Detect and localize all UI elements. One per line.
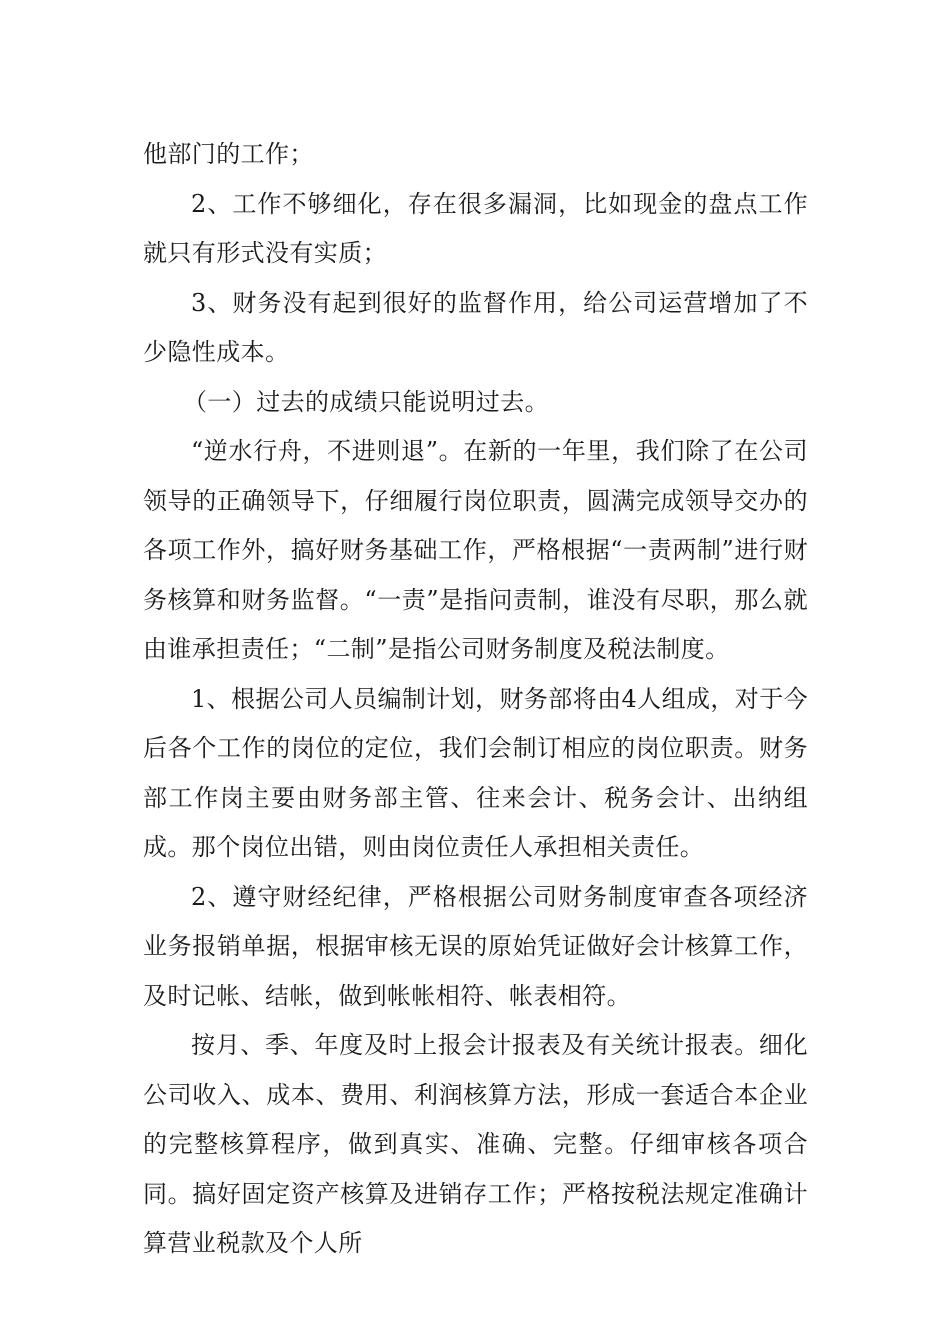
document-body xyxy=(143,130,808,1269)
paragraph-item-3: 3、财务没有起到很好的监督作用，给公司运营增加了不少隐性成本。 xyxy=(143,288,808,366)
paragraph-intro: “逆水行舟，不进则退”。在新的一年里，我们除了在公司领导的正确领导下，仔细履行岗位职责，圆满完成领导交办的各项工作外，搞好财务基础工作，严格根据“一责两制”进行财务核算和财务监督。“一责”是指问责制，谁没有尽职，那么就由谁承担责任；“二制”是指公司财务制度及税法制度。 xyxy=(143,437,808,663)
paragraph-continuation: 他部门的工作； xyxy=(143,140,314,168)
paragraph-item-2: 2、工作不够细化，存在很多漏洞，比如现金的盘点工作就只有形式没有实质； xyxy=(143,189,808,267)
paragraph-reporting: 按月、季、年度及时上报会计报表及有关统计报表。细化公司收入、成本、费用、利润核算方法，形成一套适合本企业的完整核算程序，做到真实、准确、完整。仔细审核各项合同。搞好固定资产核算及进销存工作；严格按税法规定准确计算营业税款及个人所 xyxy=(143,1031,808,1257)
section-heading: （一）过去的成绩只能说明过去。 xyxy=(183,387,549,416)
paragraph-point-2: 2、遵守财经纪律，严格根据公司财务制度审查各项经济业务报销单据，根据审核无误的原始凭证做好会计核算工作，及时记帐、结帐，做到帐帐相符、帐表相符。 xyxy=(143,882,808,1010)
paragraph-point-1: 1、根据公司人员编制计划，财务部将由4人组成，对于今后各个工作的岗位的定位，我们会制订相应的岗位职责。财务部工作岗主要由财务部主管、往来会计、税务会计、出纳组成。那个岗位出错，则由岗位责任人承担相关责任。 xyxy=(143,684,808,861)
